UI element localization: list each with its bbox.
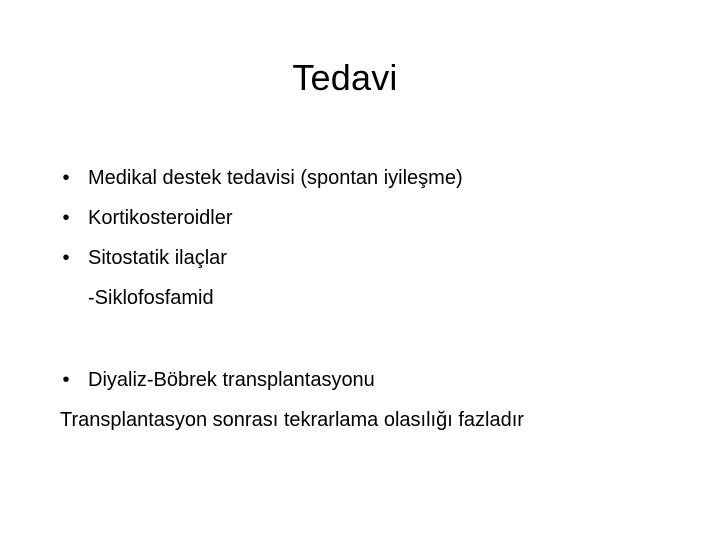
- bullet-icon: •: [62, 167, 70, 189]
- bullet-text: Diyaliz-Böbrek transplantasyonu: [88, 369, 375, 391]
- bullet-text: Medikal destek tedavisi (spontan iyileşme): [88, 167, 463, 189]
- bullet-icon: •: [62, 247, 70, 269]
- bullet-text: Kortikosteroidler: [88, 207, 233, 229]
- bullet-text: Sitostatik ilaçlar: [88, 247, 227, 269]
- bullet-icon: •: [62, 369, 70, 391]
- footer-note: Transplantasyon sonrası tekrarlama olasılığı fazladır: [60, 409, 524, 431]
- bullet-icon: •: [62, 207, 70, 229]
- sub-item-cyclophosphamide: -Siklofosfamid: [88, 287, 214, 309]
- slide-title: Tedavi: [292, 57, 398, 98]
